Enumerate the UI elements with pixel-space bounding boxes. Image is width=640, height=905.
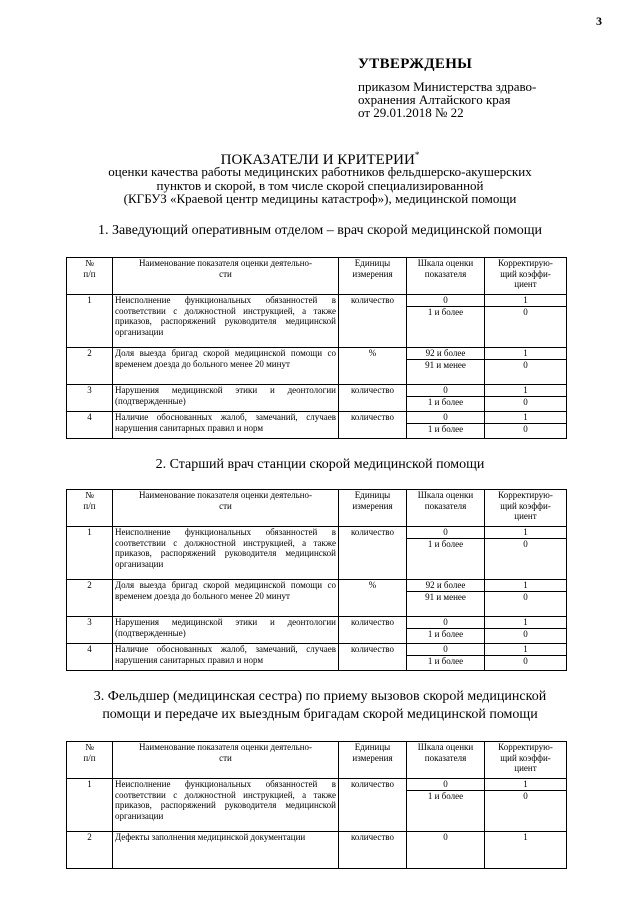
scale-value: 0 bbox=[443, 644, 448, 654]
header-num: № п/п bbox=[67, 258, 113, 295]
header-coef: Корректирую- щий коэффи- циент bbox=[485, 258, 567, 295]
measure-unit: количество bbox=[339, 295, 407, 348]
coefficient-value: 1 bbox=[523, 832, 528, 842]
coefficient bbox=[485, 644, 567, 671]
measure-unit: количество bbox=[339, 832, 407, 869]
measure-unit: количество bbox=[339, 385, 407, 412]
coefficient-value: 0 bbox=[485, 538, 566, 549]
coefficient-value: 0 bbox=[485, 591, 566, 602]
rating-scale bbox=[407, 348, 485, 385]
header-unit: Единицы измерения bbox=[339, 742, 407, 779]
criterion-name: Доля выезда бригад скорой медицинской помощи со временем доезда до больного менее 20 минут bbox=[113, 348, 339, 385]
coefficient-value: 1 bbox=[523, 295, 528, 305]
document-subtitle bbox=[60, 165, 580, 206]
criteria-table-1 bbox=[66, 257, 567, 439]
coefficient-value: 0 bbox=[485, 359, 566, 370]
table-header-row bbox=[67, 742, 567, 779]
rating-scale bbox=[407, 644, 485, 671]
coefficient bbox=[485, 385, 567, 412]
subtitle-line-1: оценки качества работы медицинских работников фельдшерско-акушерских bbox=[108, 164, 532, 179]
measure-unit: количество bbox=[339, 617, 407, 644]
measure-unit: количество bbox=[339, 644, 407, 671]
criterion-name: Наличие обоснованных жалоб, замечаний, случаев нарушения санитарных правил и норм bbox=[113, 412, 339, 439]
scale-value: 91 и менее bbox=[407, 591, 484, 602]
row-number: 2 bbox=[67, 580, 113, 617]
rating-scale bbox=[407, 412, 485, 439]
table-row bbox=[67, 295, 567, 348]
table-header-row bbox=[67, 490, 567, 527]
coefficient-value: 0 bbox=[485, 396, 566, 407]
criterion-name: Неисполнение функциональных обязанностей в соответствии с должностной инструкцией, а также приказов, распоряжений руководителя медицинской организации bbox=[113, 779, 339, 832]
coefficient bbox=[485, 779, 567, 832]
header-scale: Шкала оценки показателя bbox=[407, 742, 485, 779]
rating-scale bbox=[407, 580, 485, 617]
table-row bbox=[67, 580, 567, 617]
table-row bbox=[67, 412, 567, 439]
scale-value: 92 и более bbox=[425, 348, 466, 358]
table-row bbox=[67, 617, 567, 644]
subtitle-line-2: пунктов и скорой, в том числе скорой специализированной bbox=[156, 177, 484, 193]
scale-value: 91 и менее bbox=[407, 359, 484, 370]
header-name: Наименование показателя оценки деятельно- сти bbox=[113, 742, 339, 779]
scale-value: 0 bbox=[443, 779, 448, 789]
coefficient-value: 1 bbox=[523, 527, 528, 537]
section-2-title: 2. Старший врач станции скорой медицинской помощи bbox=[155, 457, 485, 472]
criterion-name: Нарушения медицинской этики и деонтологии (подтвержденные) bbox=[113, 385, 339, 412]
approval-line-1: приказом Министерства здраво- bbox=[358, 79, 537, 94]
rating-scale bbox=[407, 832, 485, 869]
coefficient-value: 0 bbox=[485, 423, 566, 434]
scale-value: 0 bbox=[443, 527, 448, 537]
approval-order bbox=[358, 80, 588, 119]
criterion-name: Дефекты заполнения медицинской документации bbox=[113, 832, 339, 869]
scale-value: 1 и более bbox=[407, 655, 484, 666]
approval-line-3: от 29.01.2018 № 22 bbox=[358, 105, 464, 120]
row-number: 1 bbox=[67, 779, 113, 832]
section-2-table bbox=[66, 489, 567, 671]
approval-line-2: охранения Алтайского края bbox=[358, 92, 511, 107]
header-unit: Единицы измерения bbox=[339, 490, 407, 527]
table-row bbox=[67, 527, 567, 580]
section-3-table bbox=[66, 741, 567, 869]
criterion-name: Наличие обоснованных жалоб, замечаний, случаев нарушения санитарных правил и норм bbox=[113, 644, 339, 671]
rating-scale bbox=[407, 295, 485, 348]
coefficient bbox=[485, 348, 567, 385]
coefficient bbox=[485, 617, 567, 644]
coefficient bbox=[485, 295, 567, 348]
header-scale: Шкала оценки показателя bbox=[407, 490, 485, 527]
header-num: № п/п bbox=[67, 742, 113, 779]
coefficient-value: 1 bbox=[523, 385, 528, 395]
coefficient-value: 1 bbox=[523, 348, 528, 358]
scale-value: 0 bbox=[443, 295, 448, 305]
scale-value: 0 bbox=[443, 832, 448, 842]
coefficient-value: 0 bbox=[485, 306, 566, 317]
measure-unit: количество bbox=[339, 527, 407, 580]
coefficient bbox=[485, 412, 567, 439]
measure-unit: количество bbox=[339, 779, 407, 832]
criterion-name: Нарушения медицинской этики и деонтологии (подтвержденные) bbox=[113, 617, 339, 644]
coefficient-value: 0 bbox=[485, 655, 566, 666]
table-row bbox=[67, 348, 567, 385]
section-1-table bbox=[66, 257, 567, 439]
rating-scale bbox=[407, 527, 485, 580]
criterion-name: Неисполнение функциональных обязанностей в соответствии с должностной инструкцией, а также приказов, распоряжений руководителя медицинской организации bbox=[113, 527, 339, 580]
header-scale: Шкала оценки показателя bbox=[407, 258, 485, 295]
row-number: 3 bbox=[67, 617, 113, 644]
page-number: 3 bbox=[596, 14, 602, 28]
scale-value: 0 bbox=[443, 617, 448, 627]
table-row bbox=[67, 779, 567, 832]
coefficient bbox=[485, 527, 567, 580]
rating-scale bbox=[407, 779, 485, 832]
header-name: Наименование показателя оценки деятельно- сти bbox=[113, 258, 339, 295]
row-number: 2 bbox=[67, 832, 113, 869]
scale-value: 1 и более bbox=[407, 423, 484, 434]
rating-scale bbox=[407, 385, 485, 412]
approval-heading: УТВЕРЖДЕНЫ bbox=[358, 56, 473, 72]
row-number: 4 bbox=[67, 412, 113, 439]
criteria-table-3 bbox=[66, 741, 567, 869]
coefficient-value: 0 bbox=[485, 790, 566, 801]
subtitle-line-3: (КГБУЗ «Краевой центр медицины катастроф»), медицинской помощи bbox=[123, 191, 517, 206]
footnote-mark: * bbox=[414, 150, 420, 160]
table-header-row bbox=[67, 258, 567, 295]
scale-value: 1 и более bbox=[407, 396, 484, 407]
row-number: 1 bbox=[67, 527, 113, 580]
table-row bbox=[67, 832, 567, 869]
scale-value: 0 bbox=[443, 385, 448, 395]
header-unit: Единицы измерения bbox=[339, 258, 407, 295]
coefficient-value: 1 bbox=[523, 644, 528, 654]
coefficient-value: 1 bbox=[523, 580, 528, 590]
row-number: 1 bbox=[67, 295, 113, 348]
header-num: № п/п bbox=[67, 490, 113, 527]
measure-unit: количество bbox=[339, 412, 407, 439]
table-row bbox=[67, 385, 567, 412]
coefficient-value: 0 bbox=[485, 628, 566, 639]
scale-value: 1 и более bbox=[407, 628, 484, 639]
row-number: 3 bbox=[67, 385, 113, 412]
coefficient-value: 1 bbox=[523, 779, 528, 789]
coefficient-value: 1 bbox=[523, 412, 528, 422]
measure-unit: % bbox=[339, 580, 407, 617]
table-row bbox=[67, 644, 567, 671]
title-text: ПОКАЗАТЕЛИ И КРИТЕРИИ bbox=[220, 152, 415, 168]
measure-unit: % bbox=[339, 348, 407, 385]
row-number: 2 bbox=[67, 348, 113, 385]
section-1-title: 1. Заведующий оперативным отделом – врач скорой медицинской помощи bbox=[97, 223, 543, 238]
coefficient bbox=[485, 832, 567, 869]
section-3-title: 3. Фельдшер (медицинская сестра) по приему вызовов скорой медицинской помощи и передаче их выездным бригадам скорой медицинской помощи bbox=[93, 689, 547, 722]
row-number: 4 bbox=[67, 644, 113, 671]
scale-value: 1 и более bbox=[407, 306, 484, 317]
header-coef: Корректирую- щий коэффи- циент bbox=[485, 490, 567, 527]
coefficient bbox=[485, 580, 567, 617]
scale-value: 1 и более bbox=[407, 538, 484, 549]
scale-value: 92 и более bbox=[425, 580, 466, 590]
rating-scale bbox=[407, 617, 485, 644]
scale-value: 1 и более bbox=[407, 790, 484, 801]
scale-value: 0 bbox=[443, 412, 448, 422]
header-name: Наименование показателя оценки деятельно- сти bbox=[113, 490, 339, 527]
criteria-table-2 bbox=[66, 489, 567, 671]
criterion-name: Доля выезда бригад скорой медицинской помощи со временем доезда до больного менее 20 минут bbox=[113, 580, 339, 617]
criterion-name: Неисполнение функциональных обязанностей в соответствии с должностной инструкцией, а также приказов, распоряжений руководителя медицинской организации bbox=[113, 295, 339, 348]
coefficient-value: 1 bbox=[523, 617, 528, 627]
header-coef: Корректирую- щий коэффи- циент bbox=[485, 742, 567, 779]
